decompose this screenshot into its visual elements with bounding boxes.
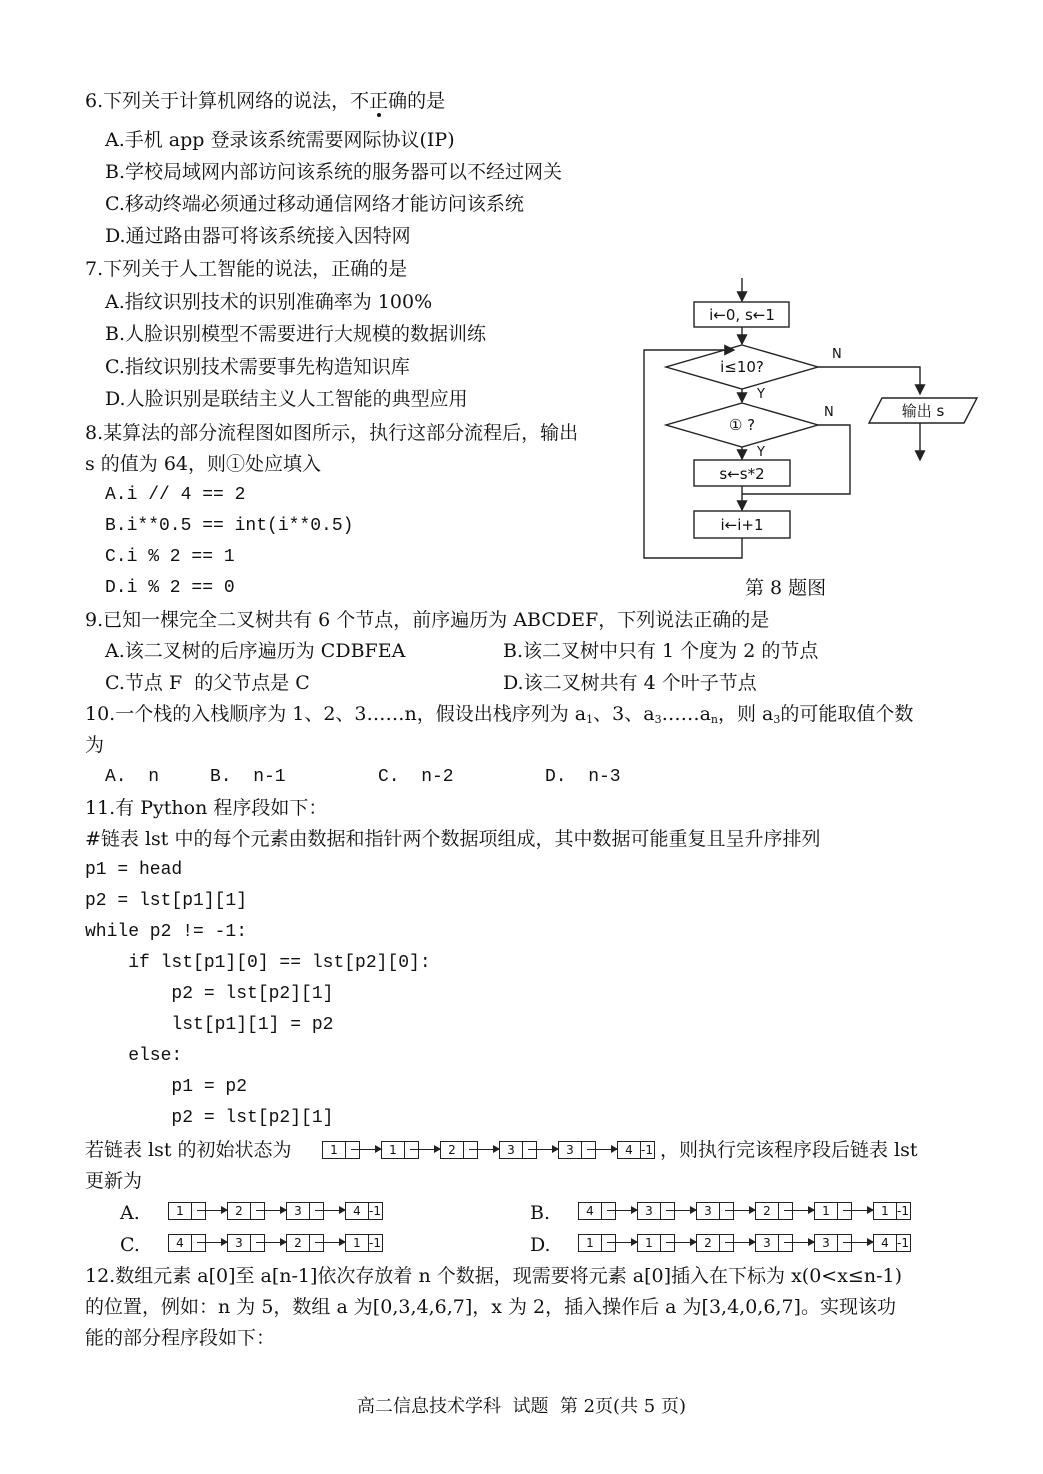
code-line: p2 = lst[p2][1] xyxy=(85,1108,334,1128)
q10-option-d: D. n-3 xyxy=(545,767,621,787)
pointer-arrow xyxy=(469,1149,499,1150)
list-node xyxy=(873,1234,911,1252)
list-node xyxy=(637,1234,675,1252)
node-data: 1 xyxy=(874,1203,897,1219)
list-node xyxy=(814,1234,852,1252)
node-pointer xyxy=(345,1142,359,1158)
node-pointer xyxy=(660,1203,674,1219)
pointer-arrow xyxy=(315,1242,345,1243)
node-pointer xyxy=(601,1235,615,1251)
q6-option-d: D.通过路由器可将该系统接入因特网 xyxy=(105,225,411,247)
node-data: 1 xyxy=(169,1203,192,1219)
list-node xyxy=(578,1234,616,1252)
pointer-arrow xyxy=(725,1210,755,1211)
list-node xyxy=(558,1141,596,1159)
pointer-arrow xyxy=(725,1242,755,1243)
node-data: 3 xyxy=(756,1235,779,1251)
q8-option-b: B.i**0.5 == int(i**0.5) xyxy=(105,516,354,536)
q11-update-text: 更新为 xyxy=(85,1170,143,1192)
node-data: 4 xyxy=(346,1203,369,1219)
q6-option-a: A.手机 app 登录该系统需要网际协议(IP) xyxy=(105,129,455,151)
flow-cond2-text: ① ? xyxy=(728,416,756,434)
pointer-arrow xyxy=(256,1242,286,1243)
flow-cond1-text: i≤10? xyxy=(720,358,764,376)
flow-op1-text: s←s*2 xyxy=(719,465,765,483)
list-node xyxy=(814,1202,852,1220)
node-data: 4 xyxy=(618,1142,641,1158)
code-line: p1 = head xyxy=(85,860,183,880)
pointer-arrow xyxy=(666,1210,696,1211)
q11-option-d-label: D. xyxy=(530,1234,551,1256)
no-branch-line xyxy=(818,367,920,394)
node-data: 2 xyxy=(441,1142,464,1158)
node-data: 3 xyxy=(228,1235,251,1251)
list-node xyxy=(227,1202,265,1220)
node-data: 3 xyxy=(559,1142,582,1158)
code-line: p1 = p2 xyxy=(85,1077,248,1097)
node-data: 2 xyxy=(287,1235,310,1251)
page-footer: 高二信息技术学科 试题 第 2页(共 5 页) xyxy=(357,1396,686,1417)
q12-line3: 能的部分程序段如下： xyxy=(85,1327,276,1349)
code-line: lst[p1][1] = p2 xyxy=(85,1015,334,1035)
node-pointer xyxy=(719,1203,733,1219)
node-data: 1 xyxy=(346,1235,369,1251)
list-node xyxy=(286,1202,324,1220)
node-data: 3 xyxy=(815,1235,838,1251)
q6-emphasis: 不正确 xyxy=(350,90,408,112)
node-data: 1 xyxy=(382,1142,405,1158)
node-data: 1 xyxy=(815,1203,838,1219)
node-pointer xyxy=(601,1203,615,1219)
node-pointer: -1 xyxy=(897,1204,909,1218)
q7-option-d: D.人脸识别是联结主义人工智能的典型应用 xyxy=(105,388,468,410)
node-pointer xyxy=(837,1235,851,1251)
node-data: 2 xyxy=(697,1235,720,1251)
node-pointer xyxy=(404,1142,418,1158)
pointer-arrow xyxy=(784,1242,814,1243)
q7-option-a: A.指纹识别技术的识别准确率为 100% xyxy=(105,291,433,313)
pointer-arrow xyxy=(197,1210,227,1211)
code-line: while p2 != -1: xyxy=(85,922,248,942)
flow-no-label-1: N xyxy=(832,347,842,362)
node-pointer xyxy=(837,1203,851,1219)
q12-line1: 12.数组元素 a[0]至 a[n-1]依次存放着 n 个数据，现需要将元素 a[0]插入在下标为 x(0<x≤n-1) xyxy=(85,1265,903,1287)
node-pointer xyxy=(778,1235,792,1251)
node-pointer xyxy=(660,1235,674,1251)
list-node xyxy=(227,1234,265,1252)
node-pointer xyxy=(191,1235,205,1251)
list-node xyxy=(345,1234,383,1252)
node-pointer xyxy=(463,1142,477,1158)
list-node xyxy=(696,1202,734,1220)
q12-line2: 的位置，例如：n 为 5，数组 a 为[0,3,4,6,7]，x 为 2，插入操作后 a 为[3,4,0,6,7]。实现该功 xyxy=(85,1296,896,1318)
q8-option-a: A.i // 4 == 2 xyxy=(105,485,246,505)
q11-init-prefix: 若链表 lst 的初始状态为 xyxy=(85,1139,292,1161)
node-pointer xyxy=(522,1142,536,1158)
q11-option-c-label: C. xyxy=(120,1234,140,1256)
q10-option-b: B. n-1 xyxy=(210,767,286,787)
pointer-arrow xyxy=(784,1210,814,1211)
list-node xyxy=(168,1202,206,1220)
q9-option-c: C.节点 F 的父节点是 C xyxy=(105,672,310,694)
flow-yes-label-2: Y xyxy=(757,445,765,460)
list-node xyxy=(637,1202,675,1220)
list-node xyxy=(322,1141,360,1159)
flow-op2-text: i←i+1 xyxy=(720,516,764,534)
q6-option-b: B.学校局域网内部访问该系统的服务器可以不经过网关 xyxy=(105,161,563,183)
q8-option-c: C.i % 2 == 1 xyxy=(105,547,235,567)
node-pointer xyxy=(191,1203,205,1219)
list-node xyxy=(499,1141,537,1159)
pointer-arrow xyxy=(843,1210,873,1211)
node-pointer xyxy=(250,1203,264,1219)
q8-figure-caption: 第 8 题图 xyxy=(745,577,827,599)
node-data: 1 xyxy=(579,1235,602,1251)
node-pointer xyxy=(778,1203,792,1219)
list-node xyxy=(286,1234,324,1252)
pointer-arrow xyxy=(843,1242,873,1243)
pointer-arrow xyxy=(197,1242,227,1243)
q9-stem: 9.已知一棵完全二叉树共有 6 个节点，前序遍历为 ABCDEF，下列说法正确的是 xyxy=(85,609,770,631)
node-data: 2 xyxy=(756,1203,779,1219)
node-pointer xyxy=(309,1235,323,1251)
node-data: 4 xyxy=(169,1235,192,1251)
flow-init-text: i←0, s←1 xyxy=(709,306,775,324)
list-node xyxy=(755,1234,793,1252)
list-node xyxy=(578,1202,616,1220)
node-pointer: -1 xyxy=(897,1236,909,1250)
q9-option-a: A.该二叉树的后序遍历为 CDBFEA xyxy=(105,640,406,662)
node-data: 1 xyxy=(638,1235,661,1251)
q10-stem-line2: 为 xyxy=(85,734,105,756)
q11-init-suffix: ，则执行完该程序段后链表 lst xyxy=(660,1139,918,1161)
q11-stem: 11.有 Python 程序段如下： xyxy=(85,797,328,819)
node-data: 3 xyxy=(638,1203,661,1219)
node-data: 2 xyxy=(228,1203,251,1219)
flow-output-text: 输出 s xyxy=(901,402,945,420)
code-line: p2 = lst[p1][1] xyxy=(85,891,248,911)
flow-yes-label-1: Y xyxy=(757,387,765,402)
code-line: p2 = lst[p2][1] xyxy=(85,984,334,1004)
pointer-arrow xyxy=(587,1149,617,1150)
q11-comment: #链表 lst 中的每个元素由数据和指针两个数据项组成，其中数据可能重复且呈升序排列 xyxy=(85,828,821,850)
list-node xyxy=(345,1202,383,1220)
q8-flowchart xyxy=(630,270,990,580)
q7-option-c: C.指纹识别技术需要事先构造知识库 xyxy=(105,356,410,378)
q11-option-a-label: A. xyxy=(120,1202,140,1224)
node-data: 3 xyxy=(287,1203,310,1219)
q6-stem: 6.下列关于计算机网络的说法，不正确的是 xyxy=(85,90,446,112)
q6-option-c: C.移动终端必须通过移动通信网络才能访问该系统 xyxy=(105,193,524,215)
q11-option-b-label: B. xyxy=(530,1202,551,1224)
pointer-arrow xyxy=(256,1210,286,1211)
pointer-arrow xyxy=(607,1242,637,1243)
q7-stem: 7.下列关于人工智能的说法，正确的是 xyxy=(85,258,408,280)
pointer-arrow xyxy=(410,1149,440,1150)
node-data: 4 xyxy=(579,1203,602,1219)
q7-option-b: B.人脸识别模型不需要进行大规模的数据训练 xyxy=(105,323,487,345)
q9-option-d: D.该二叉树共有 4 个叶子节点 xyxy=(503,672,757,694)
node-pointer xyxy=(309,1203,323,1219)
list-node xyxy=(381,1141,419,1159)
flow-no-label-2: N xyxy=(824,405,834,420)
list-node xyxy=(617,1141,655,1159)
list-node xyxy=(696,1234,734,1252)
code-line: if lst[p1][0] == lst[p2][0]: xyxy=(85,953,431,973)
list-node xyxy=(440,1141,478,1159)
q8-stem-line2: s 的值为 64，则①处应填入 xyxy=(85,453,322,475)
node-pointer xyxy=(581,1142,595,1158)
node-pointer: -1 xyxy=(369,1204,381,1218)
pointer-arrow xyxy=(315,1210,345,1211)
node-data: 1 xyxy=(323,1142,346,1158)
list-node xyxy=(168,1234,206,1252)
q8-stem-line1: 8.某算法的部分流程图如图所示，执行这部分流程后，输出 xyxy=(85,422,579,444)
node-data: 3 xyxy=(500,1142,523,1158)
pointer-arrow xyxy=(607,1210,637,1211)
node-pointer: -1 xyxy=(369,1236,381,1250)
q10-stem-line1: 10.一个栈的入栈顺序为 1、2、3……n，假设出栈序列为 $a_1$、3、$a_3\dots\dots a_n$，则 $a_3$的可能取值个数 xyxy=(85,703,914,726)
node-pointer xyxy=(250,1235,264,1251)
node-data: 4 xyxy=(874,1235,897,1251)
node-data: 3 xyxy=(697,1203,720,1219)
node-pointer xyxy=(719,1235,733,1251)
list-node xyxy=(873,1202,911,1220)
list-node xyxy=(755,1202,793,1220)
q10-option-a: A. n xyxy=(105,767,160,787)
pointer-arrow xyxy=(666,1242,696,1243)
node-pointer: -1 xyxy=(641,1143,653,1157)
pointer-arrow xyxy=(351,1149,381,1150)
q9-option-b: B.该二叉树中只有 1 个度为 2 的节点 xyxy=(503,640,819,662)
pointer-arrow xyxy=(528,1149,558,1150)
code-line: else: xyxy=(85,1046,183,1066)
q8-option-d: D.i % 2 == 0 xyxy=(105,578,235,598)
q10-option-c: C. n-2 xyxy=(378,767,454,787)
